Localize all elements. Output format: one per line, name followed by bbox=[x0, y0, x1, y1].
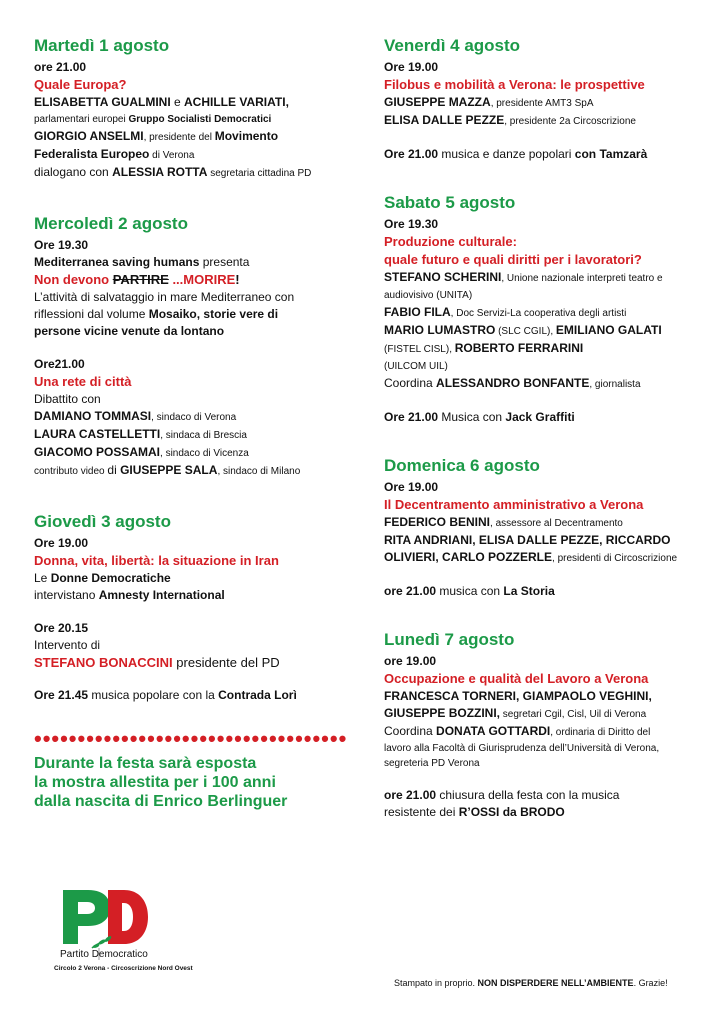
event-topic bbox=[34, 271, 354, 289]
topic-part: ...MORIRE bbox=[168, 272, 236, 287]
footer-note bbox=[394, 978, 668, 988]
org-name: Amnesty International bbox=[98, 588, 225, 602]
speaker-line bbox=[384, 112, 704, 130]
band-name: Jack Graffiti bbox=[505, 410, 575, 424]
text: di bbox=[107, 463, 121, 477]
day-sabato bbox=[384, 193, 704, 426]
description-line bbox=[34, 306, 354, 323]
role-text: presidente del PD bbox=[172, 655, 280, 670]
speaker-name: ROBERTO FERRARINI bbox=[454, 341, 584, 355]
music-line bbox=[34, 687, 354, 704]
event-time: Ore 19.00 bbox=[384, 60, 439, 74]
speaker-name: FEDERICO BENINI bbox=[384, 515, 491, 529]
music-time: Ore 21.00 bbox=[384, 147, 439, 161]
day-venerdi bbox=[384, 36, 704, 163]
event-time: Ore 19.30 bbox=[384, 217, 439, 231]
exhibition-note-line: dalla nascita di Enrico Berlinguer bbox=[34, 793, 288, 810]
role-text: , sindaco di Milano bbox=[217, 466, 301, 477]
speaker-name: OLIVIERI, CARLO POZZERLE bbox=[384, 550, 553, 564]
speaker-line bbox=[384, 304, 704, 322]
band-name: R’OSSI da BRODO bbox=[458, 805, 565, 819]
org-name: Federalista Europeo bbox=[34, 147, 150, 161]
speaker-role bbox=[34, 111, 354, 128]
role-text: (SLC CGIL), bbox=[495, 326, 556, 337]
footer-emphasis: NON DISPERDERE NELL’AMBIENTE bbox=[477, 978, 634, 988]
speaker-name: LAURA CASTELLETTI bbox=[34, 427, 161, 441]
speaker-line bbox=[34, 128, 354, 146]
moderator-name: DONATA GOTTARDI bbox=[436, 724, 551, 738]
speaker-line bbox=[384, 269, 704, 287]
day-title: Venerdì 4 agosto bbox=[384, 36, 521, 55]
role-text: , presidente 2a Circoscrizione bbox=[504, 116, 636, 127]
right-column bbox=[384, 36, 704, 821]
music-line bbox=[384, 583, 704, 600]
speaker-line bbox=[34, 444, 354, 462]
event-topic: Produzione culturale: bbox=[384, 234, 517, 249]
role-text: contributo video bbox=[34, 466, 108, 477]
speaker-line: FRANCESCA TORNERI, GIAMPAOLO VEGHINI, bbox=[384, 689, 652, 703]
dotted-divider: •••••••••••••••••••••••••••••••••••• bbox=[34, 732, 348, 746]
role-text: , Unione nazionale interpreti teatro e bbox=[501, 273, 663, 284]
speaker-line bbox=[384, 340, 704, 358]
day-martedi bbox=[34, 36, 354, 182]
day-giovedi bbox=[34, 512, 354, 704]
exhibition-note-line: la mostra allestita per i 100 anni bbox=[34, 774, 276, 791]
music-time: ore 21.00 bbox=[384, 788, 437, 802]
text: riflessioni dal volume bbox=[34, 307, 149, 321]
music-line bbox=[384, 787, 704, 804]
event-topic: Il Decentramento amministrativo a Verona bbox=[384, 497, 644, 512]
role-text: segretari Cgil, Cisl, Uil di Verona bbox=[500, 709, 647, 720]
role-text: , sindaca di Brescia bbox=[160, 430, 247, 441]
role-text: , giornalista bbox=[589, 379, 641, 390]
speaker-line bbox=[384, 322, 704, 340]
moderator-name: ALESSIA ROTTA bbox=[112, 165, 208, 179]
event-topic: Occupazione e qualità del Lavoro a Verona bbox=[384, 671, 649, 686]
event-time: Ore 20.15 bbox=[34, 621, 89, 635]
speaker-line: RITA ANDRIANI, ELISA DALLE PEZZE, RICCARDO bbox=[384, 533, 671, 547]
event-time: ore 21.00 bbox=[34, 60, 87, 74]
speaker-name: DAMIANO TOMMASI bbox=[34, 409, 152, 423]
moderator-line bbox=[384, 375, 704, 393]
day-title: Mercoledì 2 agosto bbox=[34, 214, 188, 233]
day-title: Sabato 5 agosto bbox=[384, 193, 516, 212]
moderator-line bbox=[34, 164, 354, 182]
party-name-part: Partito bbox=[60, 949, 89, 960]
event-time: Ore 19.00 bbox=[34, 536, 89, 550]
speaker-line bbox=[384, 549, 704, 567]
speaker-name: STEFANO BONACCINI bbox=[34, 655, 173, 670]
text-line bbox=[34, 570, 354, 587]
band-name: con Tamzarà bbox=[574, 147, 648, 161]
day-title: Domenica 6 agosto bbox=[384, 456, 540, 475]
speaker-name: EMILIANO GALATI bbox=[555, 323, 662, 337]
moderator-line bbox=[384, 723, 704, 741]
topic-part: Non devono bbox=[34, 272, 113, 287]
speaker-name: ACHILLE VARIATI, bbox=[184, 95, 289, 109]
party-name bbox=[60, 949, 148, 960]
band-name: La Storia bbox=[503, 584, 555, 598]
speaker-line bbox=[34, 146, 354, 164]
role-text: di Verona bbox=[149, 150, 195, 161]
role-text: , ordinaria di Diritto del bbox=[550, 727, 651, 738]
text: resistente dei bbox=[384, 805, 459, 819]
speaker-name: MARIO LUMASTRO bbox=[384, 323, 496, 337]
music-time: Ore 21.00 bbox=[384, 410, 439, 424]
music-line bbox=[384, 146, 704, 163]
speaker-name: GIACOMO POSSAMAI bbox=[34, 445, 161, 459]
footer-text: . Grazie! bbox=[633, 978, 668, 988]
text-line bbox=[34, 587, 354, 604]
event-topic: Donna, vita, libertà: la situazione in Iran bbox=[34, 553, 279, 568]
book-title: Mosaiko, storie vere di bbox=[148, 307, 279, 321]
speaker-line bbox=[34, 408, 354, 426]
event-topic: Una rete di città bbox=[34, 374, 132, 389]
speaker-name: GIORGIO ANSELMI bbox=[34, 129, 144, 143]
left-column bbox=[34, 36, 354, 811]
event-topic: quale futuro e quali diritti per i lavoratori? bbox=[384, 252, 642, 267]
day-lunedi bbox=[384, 630, 704, 821]
presenter-line bbox=[34, 254, 354, 271]
text: Coordina bbox=[384, 724, 437, 738]
moderator-name: ALESSANDRO BONFANTE bbox=[436, 376, 590, 390]
text: presenta bbox=[199, 255, 250, 269]
strikethrough-word: PARTIRE bbox=[112, 272, 169, 287]
band-name: Contrada Lorì bbox=[218, 688, 297, 702]
footer-text: Stampato in proprio. bbox=[394, 978, 478, 988]
speaker-line bbox=[384, 94, 704, 112]
day-title: Giovedì 3 agosto bbox=[34, 512, 171, 531]
speaker-line bbox=[34, 654, 354, 671]
role-line: lavoro alla Facoltà di Giurisprudenza dell’Università di Verona, bbox=[384, 743, 660, 754]
day-domenica bbox=[384, 456, 704, 600]
exhibition-note-line: Durante la festa sarà esposta bbox=[34, 755, 257, 772]
role-text: , presidente AMT3 SpA bbox=[490, 98, 594, 109]
speaker-name: GIUSEPPE SALA bbox=[120, 463, 218, 477]
text: Coordina bbox=[384, 376, 437, 390]
event-time: Ore 19.00 bbox=[384, 480, 439, 494]
topic-part: ! bbox=[235, 272, 240, 287]
role-text: , presidente del bbox=[143, 132, 215, 143]
music-line bbox=[384, 804, 704, 821]
music-time: Ore 21.45 bbox=[34, 688, 89, 702]
role-text: , Doc Servizi-La cooperativa degli artisti bbox=[450, 308, 627, 319]
event-time: Ore 19.30 bbox=[34, 238, 89, 252]
role-line: audiovisivo (UNITA) bbox=[384, 290, 473, 301]
text: dialogano con bbox=[34, 165, 113, 179]
role-text: , sindaco di Vicenza bbox=[160, 448, 249, 459]
speaker-name: ELISABETTA GUALMINI bbox=[34, 95, 171, 109]
group-name: Gruppo Socialisti Democratici bbox=[128, 114, 272, 125]
event-time: ore 19.00 bbox=[384, 654, 437, 668]
text: chiusura della festa con la musica bbox=[436, 788, 620, 802]
role-line: segreteria PD Verona bbox=[384, 758, 480, 769]
text: musica popolare con la bbox=[88, 688, 219, 702]
text: Le bbox=[34, 571, 51, 585]
speaker-line bbox=[34, 94, 354, 111]
text: intervistano bbox=[34, 588, 99, 602]
circolo-subtitle: Circolo 2 Verona - Circoscrizione Nord Ovest bbox=[54, 965, 193, 972]
org-name: Donne Democratiche bbox=[50, 571, 171, 585]
speaker-name: GIUSEPPE BOZZINI, bbox=[384, 706, 501, 720]
conjunction: e bbox=[170, 95, 185, 109]
description-line: persone vicine venute da lontano bbox=[34, 324, 225, 338]
speaker-name: ELISA DALLE PEZZE bbox=[384, 113, 505, 127]
role-text: , presidenti di Circoscrizione bbox=[552, 553, 678, 564]
text: musica e danze popolari bbox=[438, 147, 575, 161]
event-time: Ore21.00 bbox=[34, 357, 85, 371]
speaker-line bbox=[34, 426, 354, 444]
pd-logo-icon bbox=[58, 888, 208, 988]
event-topic: Quale Europa? bbox=[34, 77, 127, 92]
role-text: segretaria cittadina PD bbox=[207, 168, 312, 179]
role-text: , sindaco di Verona bbox=[151, 412, 237, 423]
speaker-name: FABIO FILA bbox=[384, 305, 451, 319]
org-name: Movimento bbox=[214, 129, 279, 143]
speaker-name: GIUSEPPE MAZZA bbox=[384, 95, 491, 109]
day-mercoledi bbox=[34, 214, 354, 480]
music-time: ore 21.00 bbox=[384, 584, 437, 598]
text-line: Intervento di bbox=[34, 638, 101, 652]
intro-line: Dibattito con bbox=[34, 392, 101, 406]
speaker-name: STEFANO SCHERINI bbox=[384, 270, 502, 284]
role-text: , assessore al Decentramento bbox=[490, 518, 623, 529]
speaker-line bbox=[384, 705, 704, 723]
speaker-line bbox=[34, 462, 354, 480]
event-topic: Filobus e mobilità a Verona: le prospettive bbox=[384, 77, 645, 92]
day-title: Martedì 1 agosto bbox=[34, 36, 170, 55]
text: musica con bbox=[436, 584, 504, 598]
day-title: Lunedì 7 agosto bbox=[384, 630, 515, 649]
music-line bbox=[384, 409, 704, 426]
pd-logo bbox=[54, 888, 208, 988]
text: Musica con bbox=[438, 410, 506, 424]
role-line: (UILCOM UIL) bbox=[384, 361, 448, 372]
speaker-line bbox=[384, 514, 704, 532]
role-text: parlamentari europei bbox=[34, 114, 129, 125]
description-line: L’attività di salvataggio in mare Mediterraneo con bbox=[34, 290, 295, 304]
party-name-part: Democratico bbox=[91, 949, 148, 960]
presenter-name: Mediterranea saving humans bbox=[34, 255, 200, 269]
role-text: (FISTEL CISL), bbox=[384, 344, 455, 355]
